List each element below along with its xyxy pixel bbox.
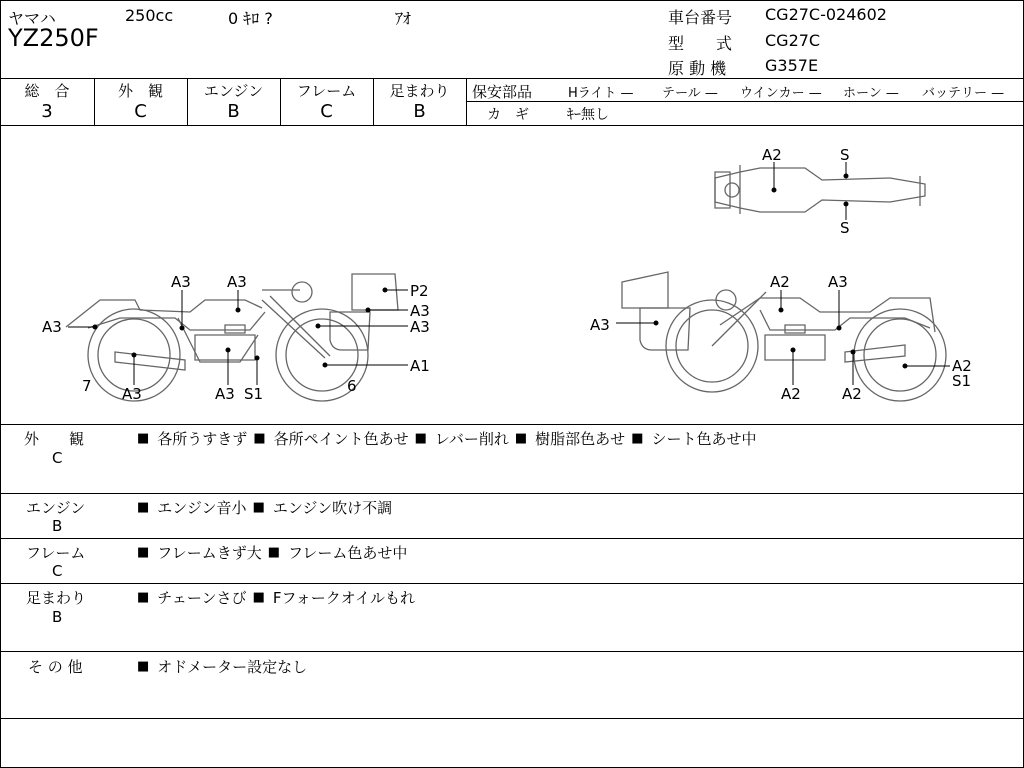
note-item: ■ チェーンさび — [137, 587, 247, 608]
damage-label: A3 — [227, 273, 247, 291]
chassis-value: CG27C-024602 — [765, 5, 887, 24]
damage-label: A1 — [410, 357, 430, 375]
safety-headlight: Hライト — — [568, 86, 634, 101]
note-item: ■ エンジン音小 — [137, 497, 247, 518]
divider — [0, 78, 1024, 79]
note-item: ■ エンジン吹け不調 — [253, 497, 393, 518]
section-exterior-title: 外 観 — [24, 430, 85, 448]
divider — [0, 424, 1024, 425]
note-item: ■ 各所うすきず — [137, 428, 247, 449]
grade-suspension-value: B — [413, 101, 426, 122]
safety-taillight: テール — — [662, 86, 718, 101]
grade-suspension-label: 足まわり — [389, 82, 450, 100]
note-item: ■ シート色あせ中 — [631, 428, 756, 449]
divider — [0, 718, 1024, 719]
damage-diagram — [0, 126, 1024, 424]
grade-exterior-value: C — [134, 101, 147, 122]
grade-overall-label: 総 合 — [24, 82, 70, 100]
section-frame-grade: C — [52, 562, 63, 580]
section-suspension-grade: B — [52, 608, 63, 626]
damage-label: P2 — [410, 282, 429, 300]
damage-label: S — [840, 219, 850, 237]
grade-engine-label: エンジン — [203, 82, 264, 100]
section-exterior-notes — [137, 428, 757, 449]
model-name: YZ250F — [8, 24, 99, 52]
damage-label: 7 — [82, 377, 92, 395]
damage-label: A2 — [781, 385, 801, 403]
grade-frame-value: C — [320, 101, 333, 122]
divider — [467, 101, 1024, 102]
damage-label: A3 — [122, 385, 142, 403]
engine-label: 原 動 機 — [668, 59, 727, 78]
section-suspension-title: 足まわり — [26, 589, 87, 607]
damage-label: A3 — [410, 302, 430, 320]
note-item: ■ レバー削れ — [415, 428, 509, 449]
damage-label: 6 — [347, 377, 357, 395]
grade-exterior-label: 外 観 — [117, 82, 163, 100]
grade-engine-value: B — [227, 101, 240, 122]
divider — [466, 78, 467, 125]
grade-frame-label: フレーム — [296, 82, 357, 100]
grade-overall-value: 3 — [41, 101, 53, 122]
section-frame-title: フレーム — [26, 544, 86, 562]
note-item: ■ Fフォークオイルもれ — [253, 587, 415, 608]
section-engine-title: エンジン — [26, 499, 86, 517]
damage-label: A3 — [828, 273, 848, 291]
damage-label: A2 — [762, 146, 782, 164]
type-label: 型 式 — [668, 34, 733, 53]
safety-horn: ホーン — — [843, 86, 899, 101]
note-item: ■ フレームきず大 — [137, 542, 262, 563]
section-other-title: そ の 他 — [28, 658, 83, 676]
engine-value: G357E — [765, 56, 819, 75]
mileage: 0 ｷﾛ ? — [228, 9, 273, 28]
divider — [0, 493, 1024, 494]
section-engine-grade: B — [52, 517, 63, 535]
divider — [0, 651, 1024, 652]
divider — [0, 538, 1024, 539]
damage-label: S1 — [952, 372, 972, 390]
note-item: ■ 樹脂部色あせ — [515, 428, 625, 449]
safety-winker: ウインカー — — [740, 86, 822, 101]
right-side-bike — [622, 272, 946, 401]
section-engine-notes — [137, 497, 392, 518]
damage-label: A2 — [952, 357, 972, 375]
section-frame-notes — [137, 542, 407, 563]
section-suspension-notes — [137, 587, 415, 608]
damage-label: A3 — [171, 273, 191, 291]
safety-title: 保安部品 — [472, 83, 533, 101]
key-label: カ ギ — [487, 107, 529, 123]
damage-label: A3 — [590, 316, 610, 334]
type-value: CG27C — [765, 31, 821, 50]
damage-label: S1 — [244, 385, 264, 403]
note-item: ■ フレーム色あせ中 — [268, 542, 408, 563]
damage-label: A3 — [42, 318, 62, 336]
note-item: ■ 各所ペイント色あせ — [253, 428, 408, 449]
divider — [0, 583, 1024, 584]
section-other-notes — [137, 656, 307, 677]
damage-label: S — [840, 146, 850, 164]
damage-label: A3 — [410, 318, 430, 336]
section-exterior-grade: C — [52, 449, 63, 467]
damage-label: A2 — [770, 273, 790, 291]
safety-battery: バッテリー — — [922, 86, 1005, 101]
chassis-label: 車台番号 — [668, 8, 733, 27]
key-value: ｷｰ無し — [567, 107, 609, 123]
note-item: ■ オドメーター設定なし — [137, 656, 307, 677]
color: ｱｵ — [395, 9, 412, 28]
damage-label: A2 — [842, 385, 862, 403]
maker-name: ヤマハ — [8, 9, 56, 28]
displacement: 250cc — [125, 6, 174, 25]
damage-label: A3 — [215, 385, 235, 403]
top-view-bike — [715, 165, 925, 214]
